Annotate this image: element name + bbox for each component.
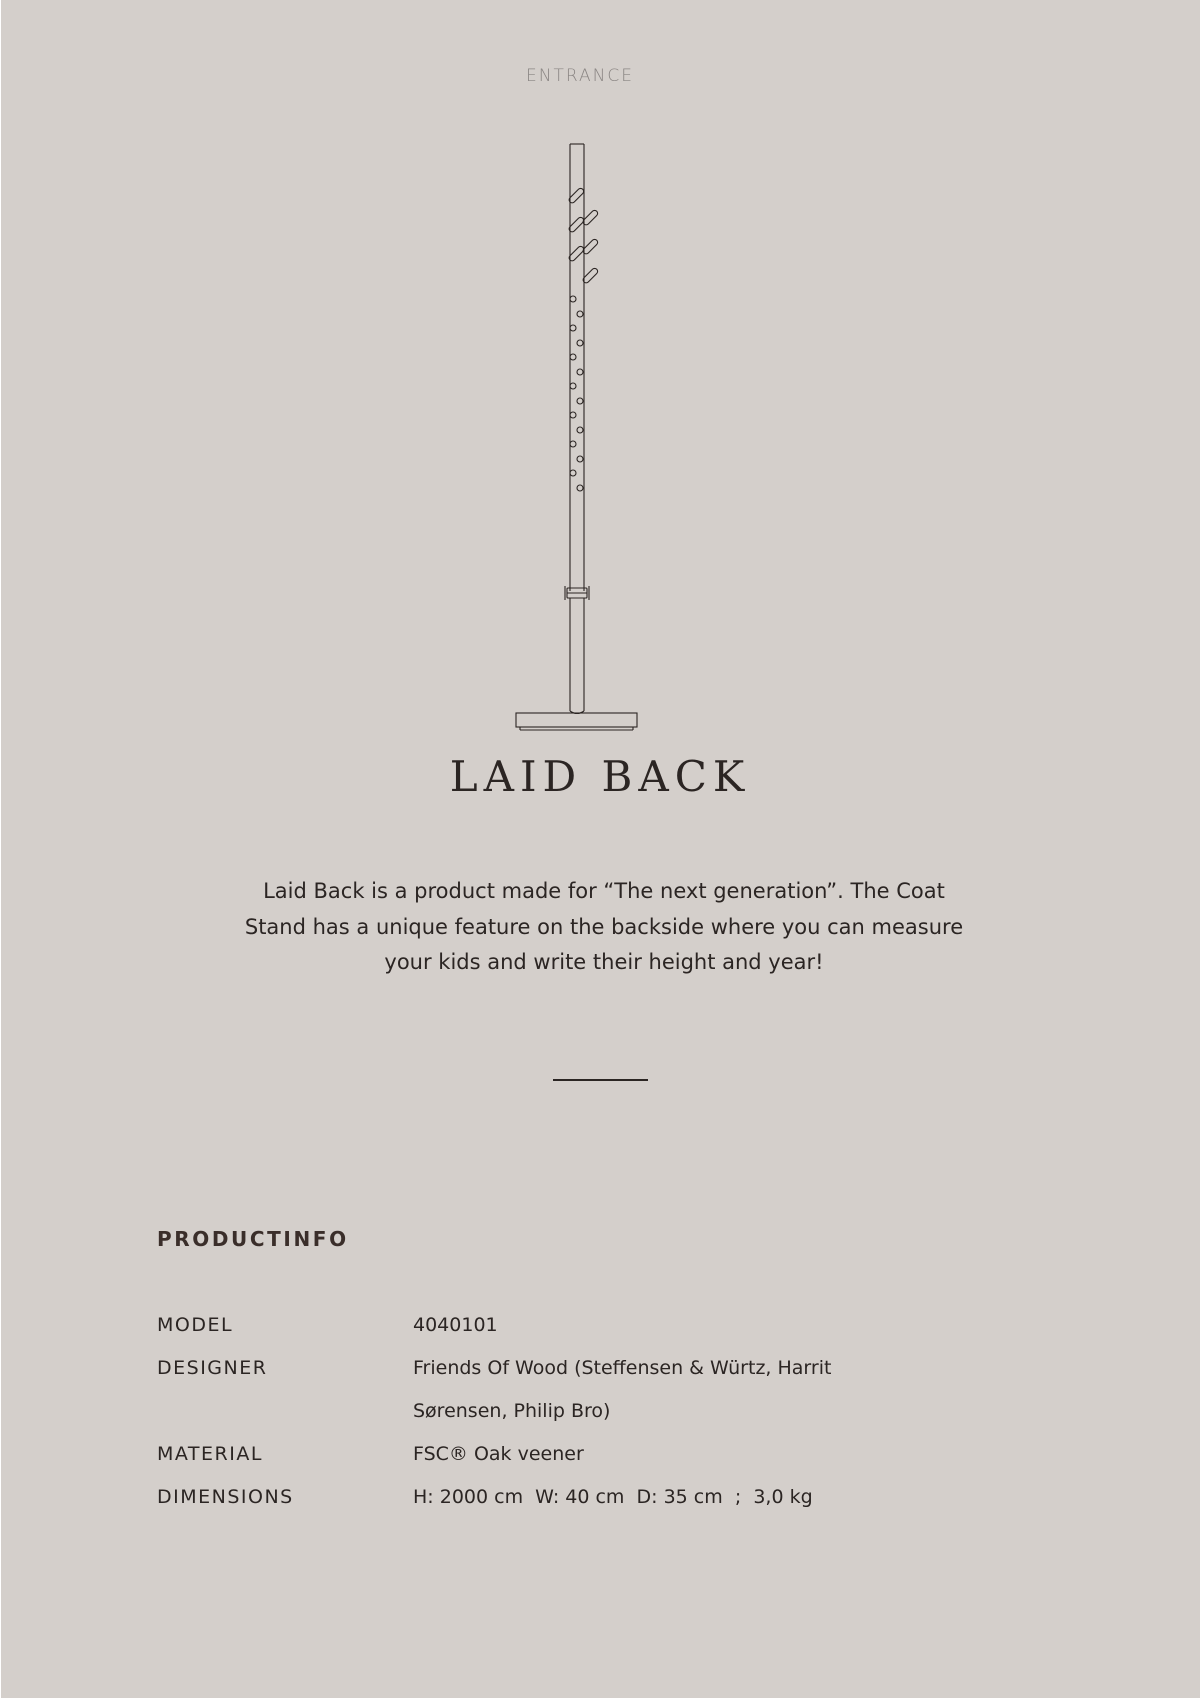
spec-value: FSC® Oak veener	[413, 1443, 584, 1465]
productinfo-heading: PRODUCTINFO	[157, 1227, 349, 1251]
product-title: LAID BACK	[449, 752, 751, 801]
spec-label: DESIGNER	[157, 1357, 268, 1379]
spec-label: MODEL	[157, 1314, 234, 1336]
spec-value: 4040101	[413, 1314, 498, 1336]
spec-label: MATERIAL	[157, 1443, 263, 1465]
coat-stand-icon	[510, 136, 650, 732]
spec-value: H: 2000 cm W: 40 cm D: 35 cm ; 3,0 kg	[413, 1486, 813, 1508]
spec-table	[157, 1304, 957, 1519]
section-divider	[553, 1079, 648, 1081]
category-label: ENTRANCE	[526, 66, 634, 86]
product-description: Laid Back is a product made for “The next generation”. The Coat Stand has a unique feature on the backside where you can measure your kids and write their height and year!	[244, 879, 964, 974]
spec-label: DIMENSIONS	[157, 1486, 294, 1508]
spec-row-designer	[157, 1347, 957, 1433]
spec-row-dimensions	[157, 1476, 957, 1519]
page-edge	[0, 0, 1, 1698]
spec-value: Friends Of Wood (Steffensen & Würtz, Harrit Sørensen, Philip Bro)	[413, 1357, 838, 1422]
spec-row-material	[157, 1433, 957, 1476]
spec-row-model	[157, 1304, 957, 1347]
